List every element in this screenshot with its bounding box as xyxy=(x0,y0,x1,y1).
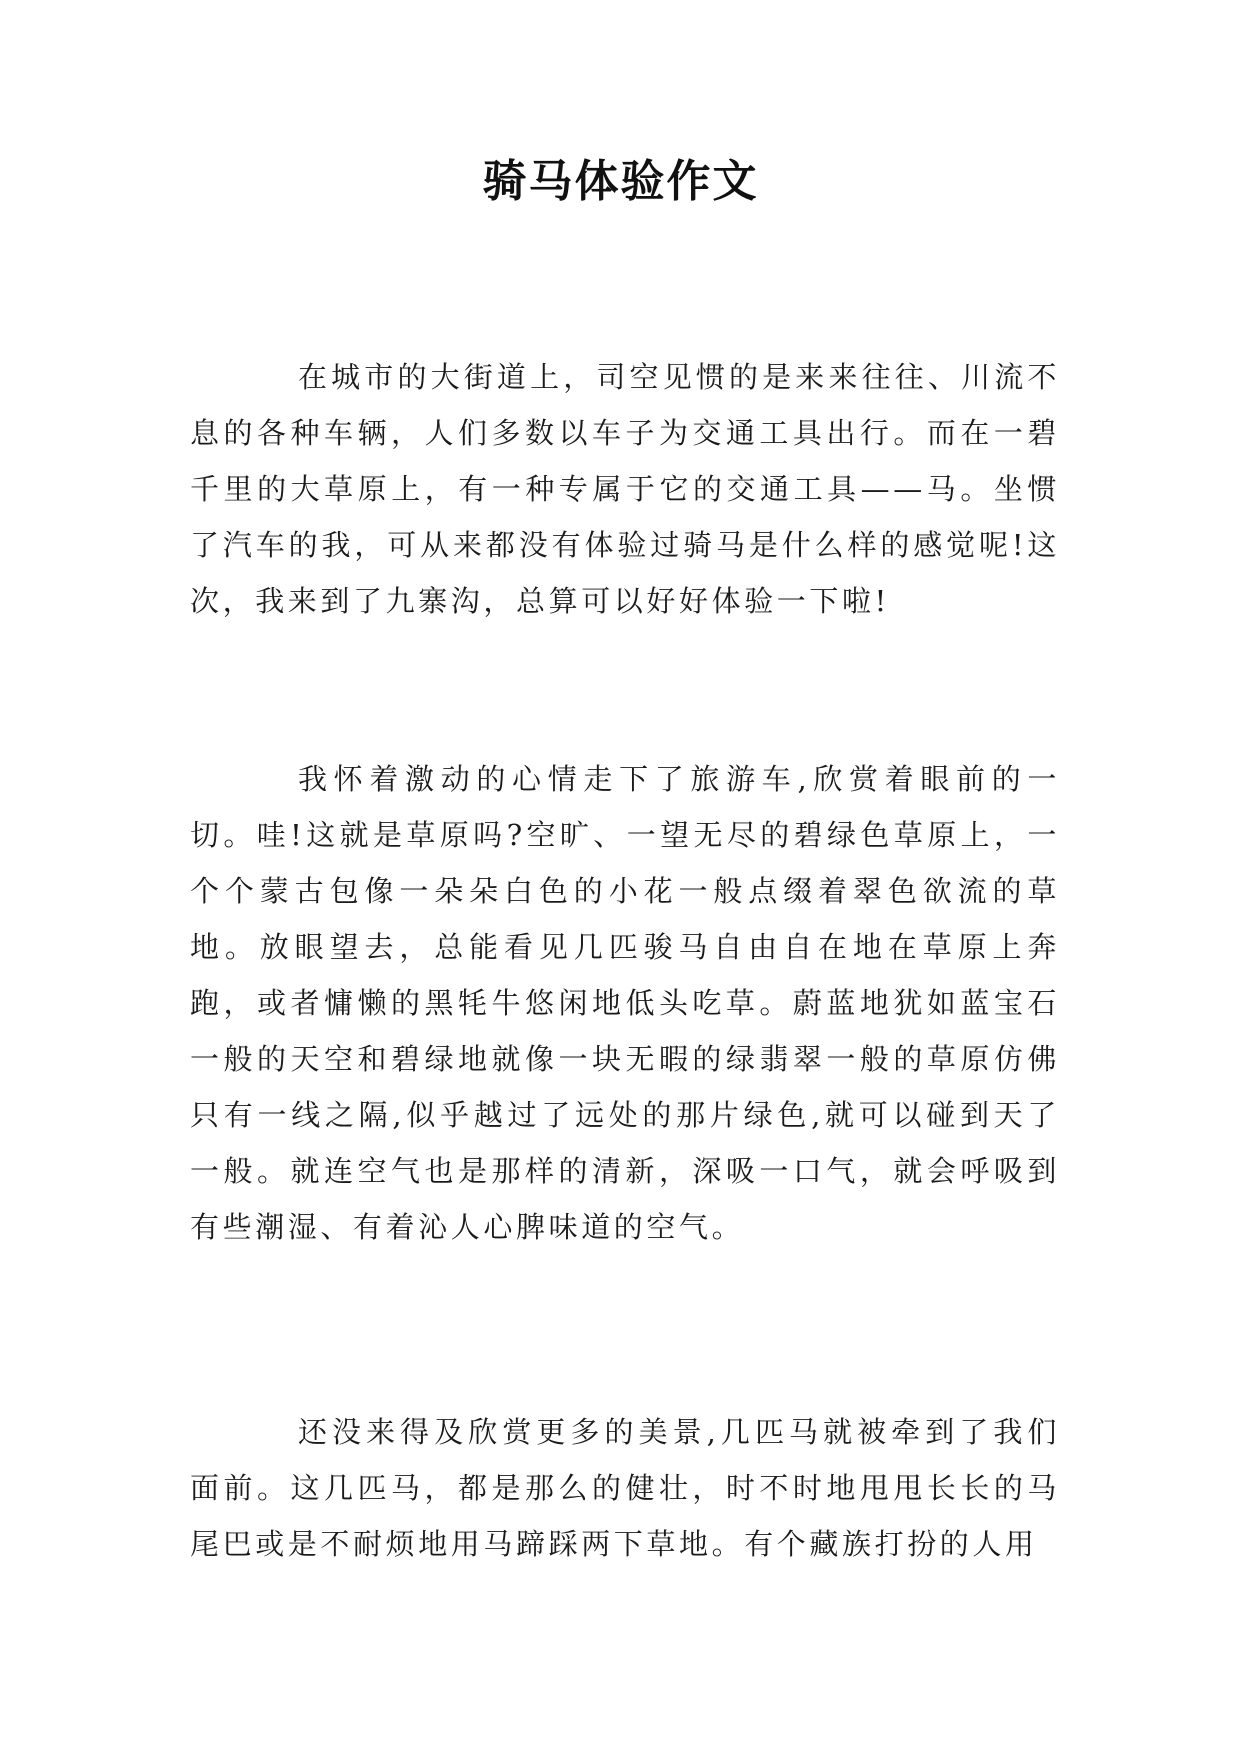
document-title: 骑马体验作文 xyxy=(482,156,759,207)
paragraph-2: 我怀着激动的心情走下了旅游车,欣赏着眼前的一切。哇!这就是草原吗?空旷、一望无尽的碧绿色草原上，一个个蒙古包像一朵朵白色的小花一般点缀着翠色欲流的草地。放眼望去，总能看见几匹骏马自由自在地在草原上奔跑，或者慵懒的黑牦牛悠闲地低头吃草。蔚蓝地犹如蓝宝石一般的天空和碧绿地就像一块无暇的绿翡翠一般的草原仿佛只有一线之隔,似乎越过了远处的那片绿色,就可以碰到天了一般。就连空气也是那样的清新，深吸一口气，就会呼吸到有些潮湿、有着沁人心脾味道的空气。 xyxy=(190,762,1060,1244)
paragraph-1: 在城市的大街道上，司空见惯的是来来往往、川流不息的各种车辆，人们多数以车子为交通工具出行。而在一碧千里的大草原上，有一种专属于它的交通工具——马。坐惯了汽车的我，可从来都没有体验过骑马是什么样的感觉呢!这次，我来到了九寨沟，总算可以好好体验一下啦! xyxy=(190,360,1060,618)
paragraph-3: 还没来得及欣赏更多的美景,几匹马就被牵到了我们面前。这几匹马，都是那么的健壮，时不时地甩甩长长的马尾巴或是不耐烦地用马蹄踩两下草地。有个藏族打扮的人用 xyxy=(190,1415,1060,1561)
